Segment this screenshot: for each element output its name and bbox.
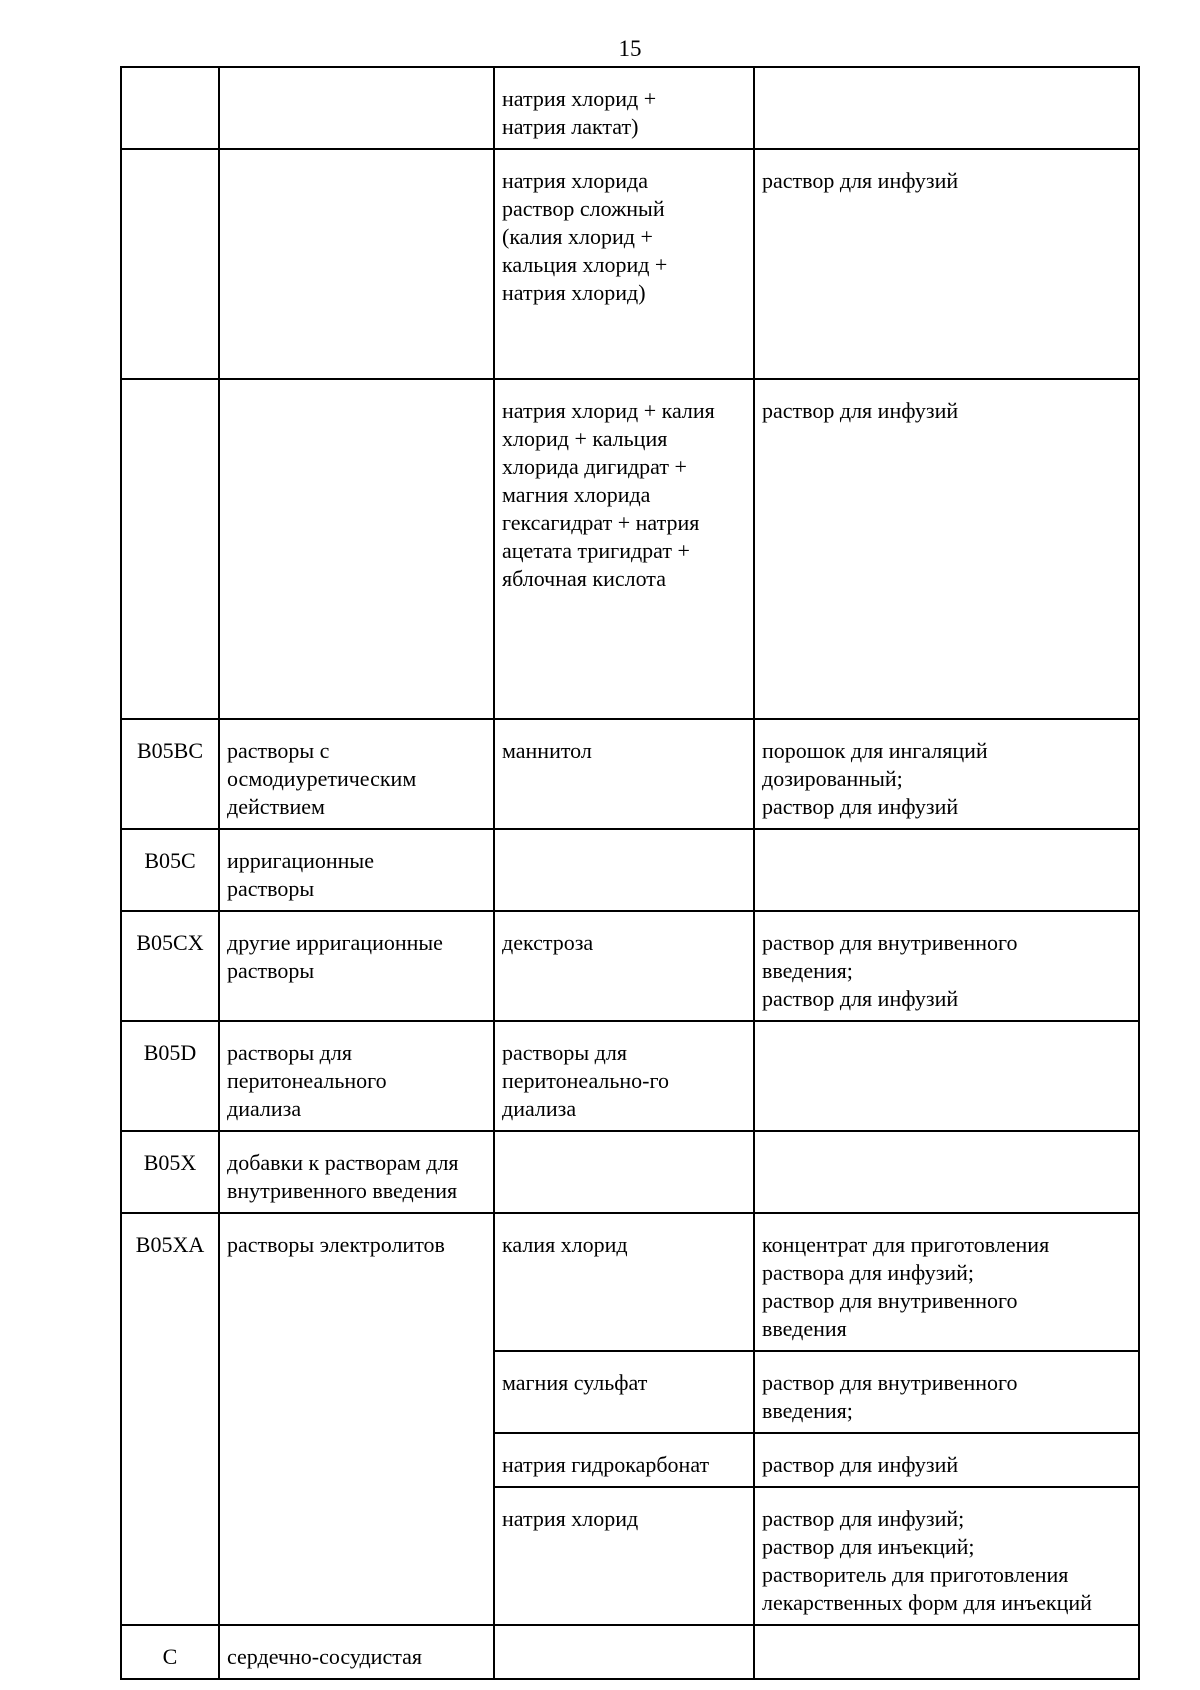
drug-name-cell: растворы для перитонеально-го диализа xyxy=(494,1021,754,1131)
drug-name-cell: калия хлорид xyxy=(494,1213,754,1351)
atc-code-cell: B05X xyxy=(121,1131,219,1213)
dosage-form-cell: раствор для внутривенного введения; xyxy=(754,1351,1139,1433)
medication-table xyxy=(120,66,1140,1680)
group-name-cell xyxy=(219,149,494,379)
dosage-form-cell: порошок для ингаляций дозированный; раствор для инфузий xyxy=(754,719,1139,829)
dosage-form-cell xyxy=(754,67,1139,149)
table-row xyxy=(121,1021,1139,1131)
drug-name-cell: натрия хлорид + калия хлорид + кальция хлорида дигидрат + магния хлорида гексагидрат + натрия ацетата тригидрат + яблочная кислота xyxy=(494,379,754,719)
group-name-cell xyxy=(219,379,494,719)
drug-name-cell: натрия гидрокарбонат xyxy=(494,1433,754,1487)
dosage-form-cell: раствор для внутривенного введения; раствор для инфузий xyxy=(754,911,1139,1021)
page-number: 15 xyxy=(618,36,642,61)
atc-code-cell: B05XA xyxy=(121,1213,219,1625)
table-row xyxy=(121,1625,1139,1679)
dosage-form-cell xyxy=(754,1021,1139,1131)
dosage-form-cell: раствор для инфузий xyxy=(754,379,1139,719)
drug-name-cell xyxy=(494,1625,754,1679)
drug-name-cell: магния сульфат xyxy=(494,1351,754,1433)
group-name-cell: добавки к растворам для внутривенного введения xyxy=(219,1131,494,1213)
drug-name-cell: натрия хлорид + натрия лактат) xyxy=(494,67,754,149)
drug-name-cell xyxy=(494,1131,754,1213)
atc-code-cell: B05BC xyxy=(121,719,219,829)
drug-name-cell: декстроза xyxy=(494,911,754,1021)
atc-code-cell xyxy=(121,149,219,379)
drug-name-cell: маннитол xyxy=(494,719,754,829)
table-row xyxy=(121,379,1139,719)
table-row xyxy=(121,67,1139,149)
table-row xyxy=(121,1213,1139,1351)
dosage-form-cell: раствор для инфузий xyxy=(754,149,1139,379)
table-row xyxy=(121,911,1139,1021)
group-name-cell xyxy=(219,67,494,149)
drug-name-cell: натрия хлорид xyxy=(494,1487,754,1625)
group-name-cell: ирригационные растворы xyxy=(219,829,494,911)
group-name-cell: сердечно-сосудистая xyxy=(219,1625,494,1679)
drug-name-cell xyxy=(494,829,754,911)
group-name-cell: другие ирригационные растворы xyxy=(219,911,494,1021)
group-name-cell: растворы с осмодиуретическим действием xyxy=(219,719,494,829)
atc-code-cell: B05D xyxy=(121,1021,219,1131)
table-row xyxy=(121,719,1139,829)
atc-code-cell: B05C xyxy=(121,829,219,911)
drug-name-cell: натрия хлорида раствор сложный (калия хлорид + кальция хлорид + натрия хлорид) xyxy=(494,149,754,379)
atc-code-cell: B05CX xyxy=(121,911,219,1021)
dosage-form-cell: раствор для инфузий; раствор для инъекций; растворитель для приготовления лекарственных форм для инъекций xyxy=(754,1487,1139,1625)
atc-code-cell xyxy=(121,67,219,149)
atc-code-cell: C xyxy=(121,1625,219,1679)
dosage-form-cell: раствор для инфузий xyxy=(754,1433,1139,1487)
group-name-cell: растворы для перитонеального диализа xyxy=(219,1021,494,1131)
dosage-form-cell xyxy=(754,1625,1139,1679)
atc-code-cell xyxy=(121,379,219,719)
group-name-cell: растворы электролитов xyxy=(219,1213,494,1625)
table-row xyxy=(121,149,1139,379)
dosage-form-cell: концентрат для приготовления раствора для инфузий; раствор для внутривенного введения xyxy=(754,1213,1139,1351)
dosage-form-cell xyxy=(754,829,1139,911)
table-row xyxy=(121,1131,1139,1213)
dosage-form-cell xyxy=(754,1131,1139,1213)
table-row xyxy=(121,829,1139,911)
